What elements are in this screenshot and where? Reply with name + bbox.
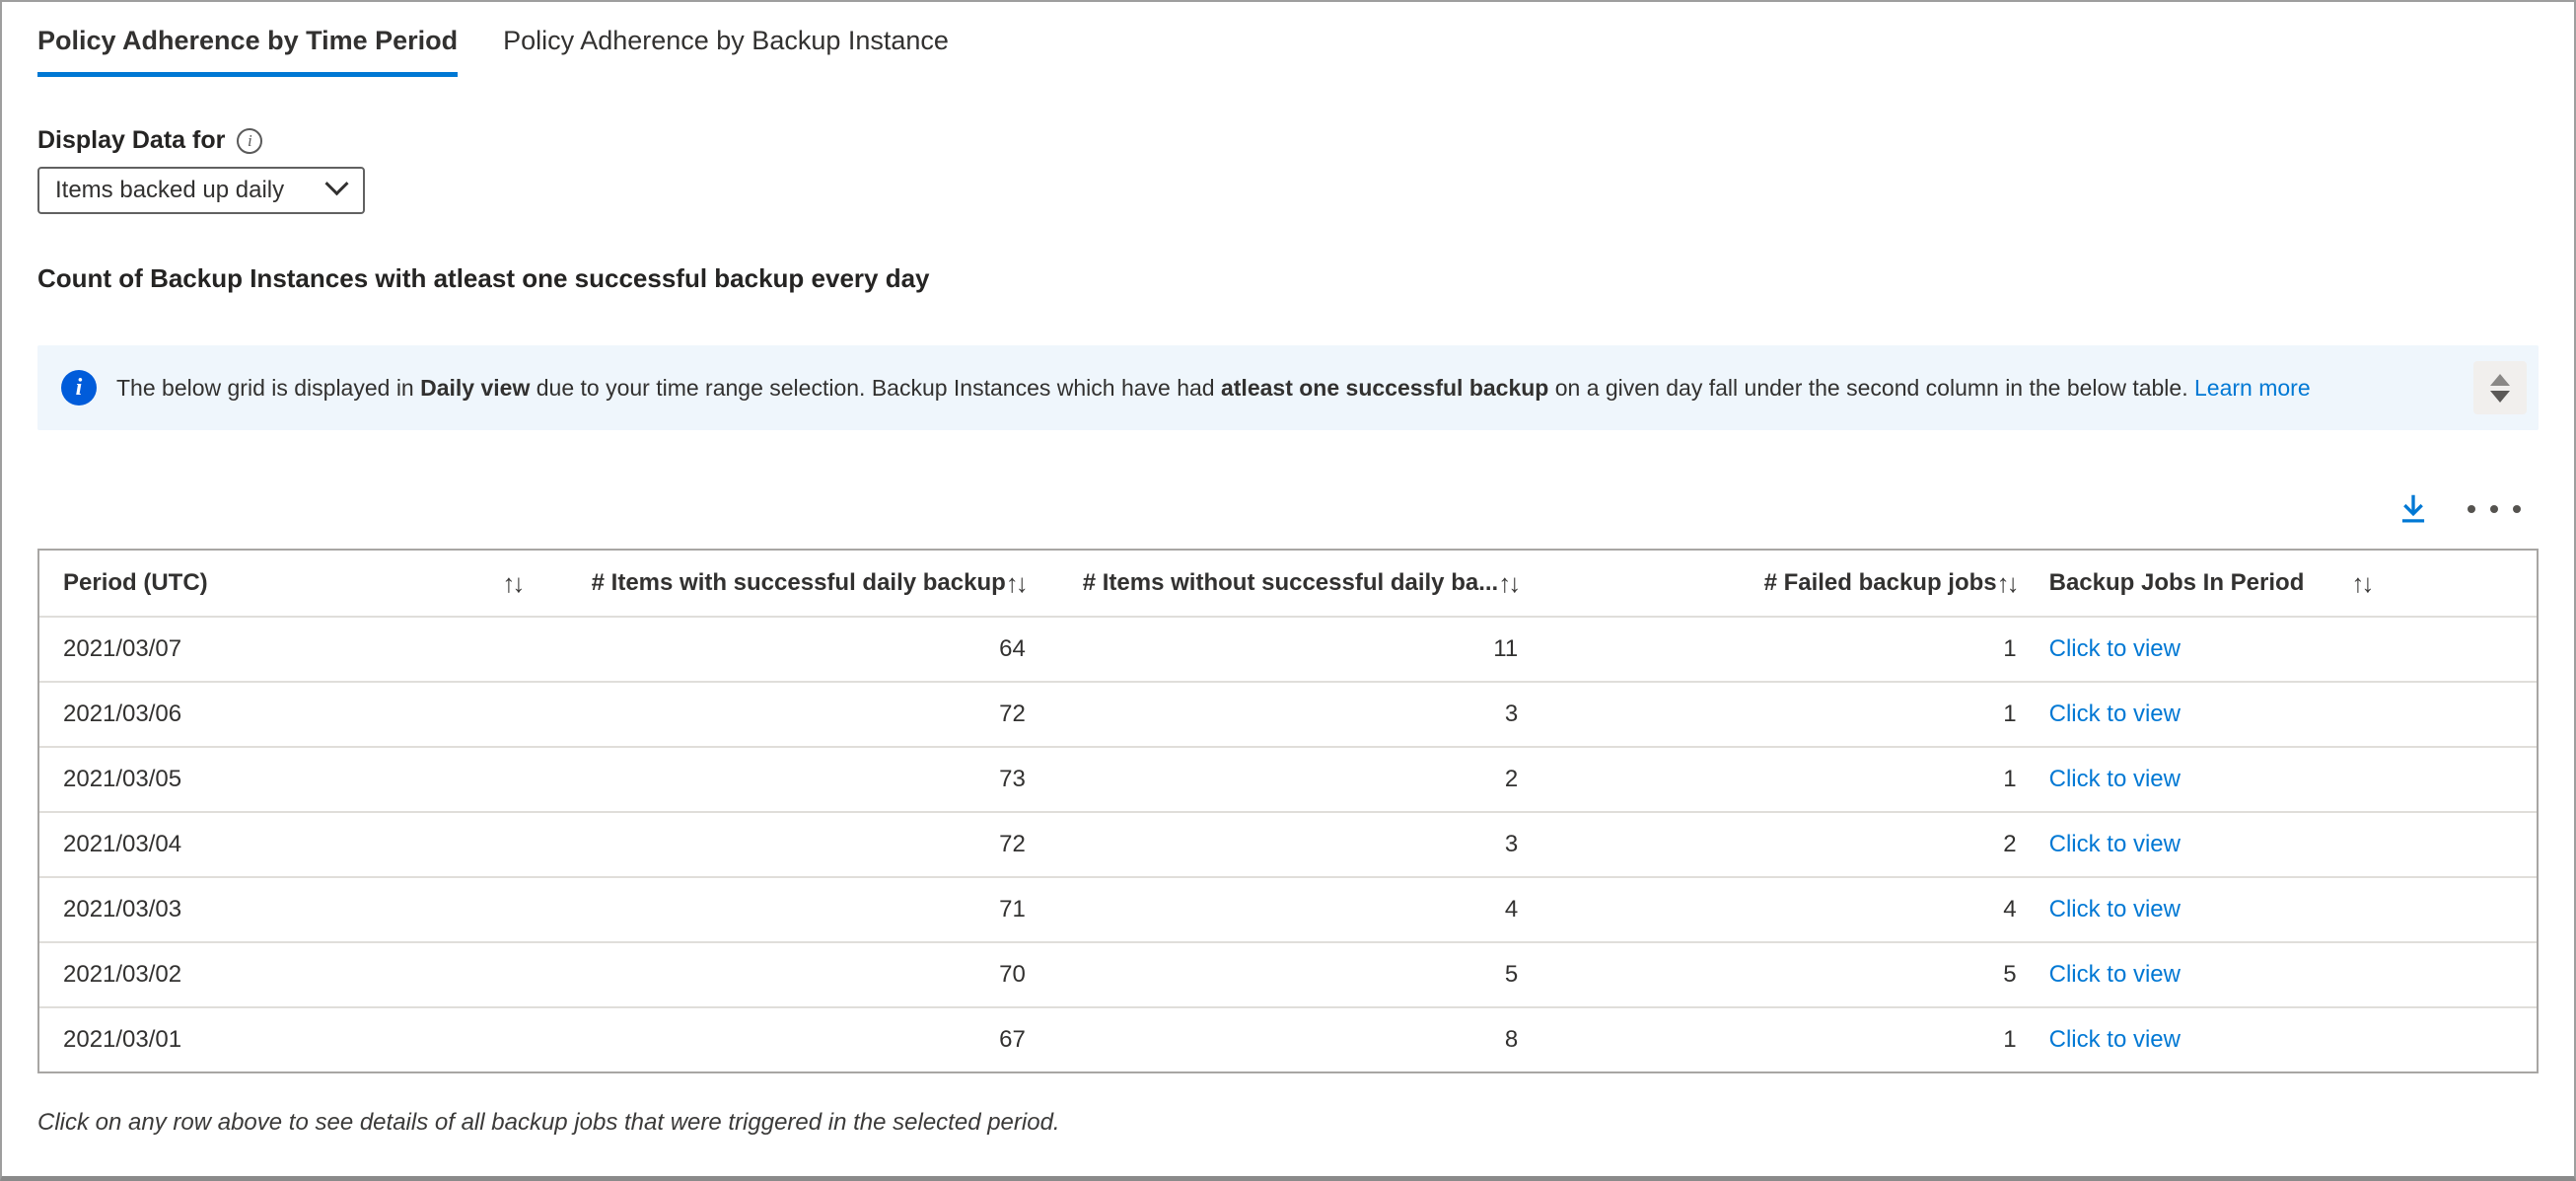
items-with-backup-cell: 67	[999, 1026, 1026, 1053]
items-with-backup-cell: 64	[999, 635, 1026, 662]
info-banner	[37, 345, 2539, 430]
section-heading: Count of Backup Instances with atleast one successful backup every day	[37, 263, 930, 293]
sort-icon[interactable]: ↑↓	[502, 567, 523, 598]
failed-jobs-cell: 4	[2003, 896, 2017, 923]
banner-expand-collapse-control[interactable]	[2473, 361, 2527, 414]
chevron-down-icon	[324, 172, 348, 195]
column-header-failed-backup-jobs[interactable]: # Failed backup jobs ↑↓	[1763, 567, 2017, 598]
items-with-backup-cell: 73	[999, 766, 1026, 792]
items-with-backup-cell: 71	[999, 896, 1026, 923]
tab-bar	[37, 2, 2539, 77]
items-without-backup-cell: 8	[1504, 1026, 1519, 1053]
sort-icon[interactable]: ↑↓	[2351, 567, 2372, 598]
items-with-backup-cell: 72	[999, 831, 1026, 857]
table-row[interactable]	[39, 681, 2537, 746]
click-to-view-link[interactable]: Click to view	[2048, 635, 2181, 662]
column-header-period[interactable]: Period (UTC) ↑↓	[63, 567, 523, 598]
table-row[interactable]	[39, 876, 2537, 941]
failed-jobs-cell: 1	[2003, 635, 2017, 662]
column-header-backup-jobs-in-period[interactable]: Backup Jobs In Period ↑↓	[2048, 567, 2372, 598]
click-to-view-link[interactable]: Click to view	[2048, 961, 2181, 988]
items-with-backup-cell: 70	[999, 961, 1026, 988]
tab-policy-adherence-by-backup-instance[interactable]	[503, 26, 949, 77]
table-row[interactable]	[39, 811, 2537, 876]
column-header-items-without-successful-daily-backup[interactable]: # Items without successful daily ba... ↑↓	[1082, 567, 1519, 598]
period-cell: 2021/03/07	[63, 635, 182, 662]
items-without-backup-cell: 5	[1504, 961, 1519, 988]
click-to-view-link[interactable]: Click to view	[2048, 896, 2181, 923]
ellipsis-icon	[2466, 499, 2523, 519]
sort-icon[interactable]: ↑↓	[1005, 567, 1026, 598]
sort-icon[interactable]: ↑↓	[1498, 567, 1519, 598]
tab-label: Policy Adherence by Time Period	[37, 26, 459, 55]
period-cell: 2021/03/06	[63, 701, 182, 727]
banner-text: The below grid is displayed in Daily view due to your time range selection. Backup Instances which have had atleast one successful backup on a given day fall under the second column in the below table. Learn more	[116, 374, 2311, 401]
items-with-backup-cell: 72	[999, 701, 1026, 727]
policy-adherence-table	[37, 549, 2539, 1073]
triangle-down-icon	[2490, 391, 2510, 403]
click-to-view-link[interactable]: Click to view	[2048, 701, 2181, 727]
period-cell: 2021/03/01	[63, 1026, 182, 1053]
dropdown-selected-value: Items backed up daily	[55, 177, 285, 203]
column-header-items-with-successful-daily-backup[interactable]: # Items with successful daily backup ↑↓	[591, 567, 1026, 598]
learn-more-link[interactable]: Learn more	[2194, 374, 2311, 401]
items-without-backup-cell: 3	[1504, 701, 1519, 727]
items-without-backup-cell: 11	[1493, 635, 1519, 662]
tab-label: Policy Adherence by Backup Instance	[503, 26, 949, 55]
footer-note: Click on any row above to see details of all backup jobs that were triggered in the selected period.	[37, 1109, 1060, 1136]
display-data-dropdown[interactable]	[37, 167, 365, 214]
items-without-backup-cell: 3	[1504, 831, 1519, 857]
failed-jobs-cell: 1	[2003, 1026, 2017, 1053]
table-row[interactable]	[39, 746, 2537, 811]
failed-jobs-cell: 1	[2003, 766, 2017, 792]
period-cell: 2021/03/05	[63, 766, 182, 792]
table-row[interactable]	[39, 1006, 2537, 1071]
failed-jobs-cell: 2	[2003, 831, 2017, 857]
download-icon	[2395, 490, 2432, 528]
table-header-row	[39, 551, 2537, 616]
display-data-for-label: Display Data for	[37, 126, 226, 154]
tab-policy-adherence-by-time-period[interactable]	[37, 26, 458, 77]
grid-toolbar	[37, 485, 2539, 533]
items-without-backup-cell: 4	[1504, 896, 1519, 923]
click-to-view-link[interactable]: Click to view	[2048, 831, 2181, 857]
info-tooltip-icon[interactable]: i	[237, 128, 262, 154]
more-options-button[interactable]	[2462, 495, 2527, 523]
sort-icon[interactable]: ↑↓	[1996, 567, 2017, 598]
period-cell: 2021/03/03	[63, 896, 182, 923]
table-row[interactable]	[39, 941, 2537, 1006]
table-row[interactable]	[39, 616, 2537, 681]
failed-jobs-cell: 5	[2003, 961, 2017, 988]
failed-jobs-cell: 1	[2003, 701, 2017, 727]
click-to-view-link[interactable]: Click to view	[2048, 1026, 2181, 1053]
period-cell: 2021/03/02	[63, 961, 182, 988]
click-to-view-link[interactable]: Click to view	[2048, 766, 2181, 792]
items-without-backup-cell: 2	[1504, 766, 1519, 792]
period-cell: 2021/03/04	[63, 831, 182, 857]
triangle-up-icon	[2490, 374, 2510, 386]
info-icon: i	[61, 370, 97, 406]
download-button[interactable]	[2391, 486, 2436, 532]
